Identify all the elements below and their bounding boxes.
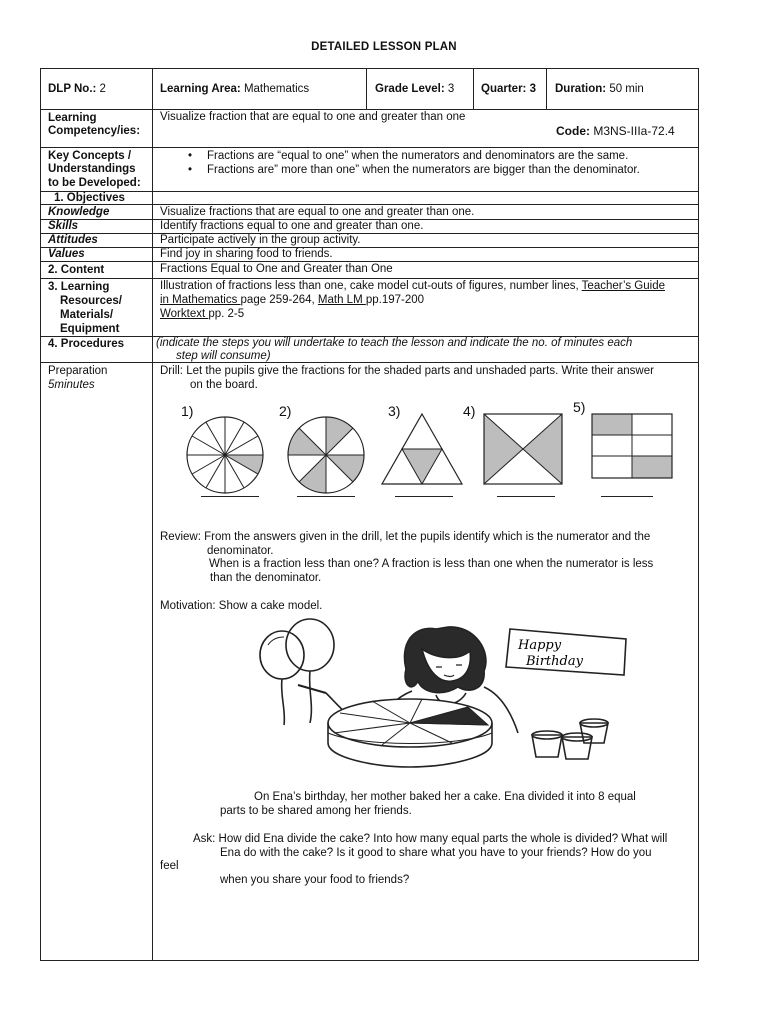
column-divider bbox=[152, 68, 153, 961]
lesson-plan-table bbox=[40, 68, 699, 961]
ask-text: Ena do with the cake? Is it good to share what you have to your friends? How do you bbox=[220, 847, 652, 859]
knowledge-text: Visualize fractions that are equal to one and greater than one. bbox=[160, 206, 475, 218]
dlp-field: DLP No.: 2 bbox=[48, 83, 106, 95]
story-text: parts to be shared among her friends. bbox=[220, 805, 412, 817]
fraction-circle-twelfths bbox=[185, 415, 265, 495]
row-divider bbox=[40, 147, 699, 148]
resources-line: in Mathematics page 259-264, Math LM pp.197-200 bbox=[160, 294, 425, 306]
ask-text: feel bbox=[160, 860, 179, 872]
motivation-text: Motivation: Show a cake model. bbox=[160, 600, 323, 612]
skills-text: Identify fractions equal to one and greater than one. bbox=[160, 220, 424, 232]
key-concept-bullet: Fractions are” more than one” when the numerators are bigger than the denominator. bbox=[207, 164, 640, 176]
row-divider bbox=[40, 278, 699, 279]
procedures-note: (indicate the steps you will undertake to teach the lesson and indicate the no. of minutes each bbox=[156, 337, 633, 349]
attitudes-text: Participate actively in the group activity. bbox=[160, 234, 361, 246]
story-text: On Ena’s birthday, her mother baked her a cake. Ena divided it into 8 equal bbox=[254, 791, 636, 803]
figure-number: 4) bbox=[463, 403, 476, 419]
row-divider bbox=[40, 109, 699, 110]
math-lm-link[interactable]: Math LM bbox=[317, 294, 366, 306]
duration-field: Duration: 50 min bbox=[555, 83, 644, 95]
attitudes-label: Attitudes bbox=[48, 234, 98, 246]
competency-label: Competency/ies: bbox=[48, 125, 141, 137]
fraction-square-fourths bbox=[483, 413, 563, 485]
row-divider bbox=[40, 204, 699, 205]
row-divider bbox=[40, 191, 699, 192]
key-concepts-label: to be Developed: bbox=[48, 177, 141, 189]
quarter-field: Quarter: 3 bbox=[481, 83, 536, 95]
review-text: Review: From the answers given in the drill, let the pupils identify which is the numerator and the bbox=[160, 531, 651, 543]
figure-number: 3) bbox=[388, 403, 401, 419]
objectives-heading: 1. Objectives bbox=[54, 192, 125, 204]
drill-text: on the board. bbox=[190, 379, 258, 391]
teachers-guide-link[interactable]: Teacher’s Guide bbox=[581, 280, 665, 292]
content-label: 2. Content bbox=[48, 264, 105, 276]
values-text: Find joy in sharing food to friends. bbox=[160, 248, 333, 260]
answer-blank[interactable] bbox=[395, 496, 453, 497]
row-divider bbox=[40, 247, 699, 248]
resources-line: Worktext pp. 2-5 bbox=[160, 308, 245, 320]
skills-label: Skills bbox=[48, 220, 79, 232]
preparation-label: Preparation bbox=[48, 365, 108, 377]
competency-label: Learning bbox=[48, 112, 97, 124]
review-text: denominator. bbox=[207, 545, 274, 557]
teachers-guide-link[interactable]: in Mathematics bbox=[160, 294, 241, 306]
figure-number: 5) bbox=[573, 399, 586, 415]
column-divider bbox=[366, 68, 367, 109]
answer-blank[interactable] bbox=[297, 496, 355, 497]
competency-text: Visualize fraction that are equal to one and greater than one bbox=[160, 111, 466, 123]
row-divider bbox=[40, 233, 699, 234]
ask-text: when you share your food to friends? bbox=[220, 874, 410, 886]
birthday-cake-illustration bbox=[222, 615, 632, 785]
row-divider bbox=[40, 362, 699, 363]
banner-text: Birthday bbox=[526, 654, 583, 669]
column-divider bbox=[473, 68, 474, 109]
content-text: Fractions Equal to One and Greater than One bbox=[160, 263, 393, 275]
fraction-triangle-fourths bbox=[381, 413, 463, 485]
key-concepts-label: Key Concepts / bbox=[48, 150, 132, 162]
resources-label: Equipment bbox=[60, 323, 120, 335]
row-divider bbox=[40, 261, 699, 262]
drill-text: Drill: Let the pupils give the fractions for the shaded parts and unshaded parts. Write their answer bbox=[160, 365, 654, 377]
grade-level-field: Grade Level: 3 bbox=[375, 83, 455, 95]
key-concept-bullet: Fractions are “equal to one” when the numerators and denominators are the same. bbox=[207, 150, 629, 162]
banner-text: Happy bbox=[518, 638, 562, 653]
ask-text: Ask: How did Ena divide the cake? Into how many equal parts the whole is divided? What will bbox=[193, 833, 668, 845]
resources-label: Materials/ bbox=[60, 309, 114, 321]
answer-blank[interactable] bbox=[497, 496, 555, 497]
resources-label: 3. Learning bbox=[48, 281, 110, 293]
review-text: When is a fraction less than one? A fraction is less than one when the numerator is less bbox=[209, 558, 654, 570]
bullet-icon: • bbox=[188, 150, 193, 162]
bullet-icon: • bbox=[188, 164, 193, 176]
column-divider bbox=[546, 68, 547, 109]
figure-number: 1) bbox=[181, 403, 194, 419]
key-concepts-label: Understandings bbox=[48, 163, 136, 175]
fraction-rectangle-sixths bbox=[591, 413, 673, 479]
resources-line: Illustration of fractions less than one, cake model cut-outs of figures, number lines, Teacher’s Guide bbox=[160, 280, 665, 292]
review-text: than the denominator. bbox=[210, 572, 322, 584]
answer-blank[interactable] bbox=[201, 496, 259, 497]
figure-number: 2) bbox=[279, 403, 292, 419]
learning-area-field: Learning Area: Mathematics bbox=[160, 83, 310, 95]
fraction-circle-eighths bbox=[286, 415, 366, 495]
procedures-label: 4. Procedures bbox=[48, 338, 125, 350]
document-title: DETAILED LESSON PLAN bbox=[311, 41, 457, 53]
knowledge-label: Knowledge bbox=[48, 206, 110, 218]
competency-code: Code: M3NS-IIIa-72.4 bbox=[556, 124, 675, 138]
worktext-link[interactable]: Worktext bbox=[160, 308, 209, 320]
preparation-minutes: 5minutes bbox=[48, 379, 95, 391]
resources-label: Resources/ bbox=[60, 295, 123, 307]
answer-blank[interactable] bbox=[601, 496, 653, 497]
procedures-note: step will consume) bbox=[176, 350, 271, 362]
values-label: Values bbox=[48, 248, 85, 260]
